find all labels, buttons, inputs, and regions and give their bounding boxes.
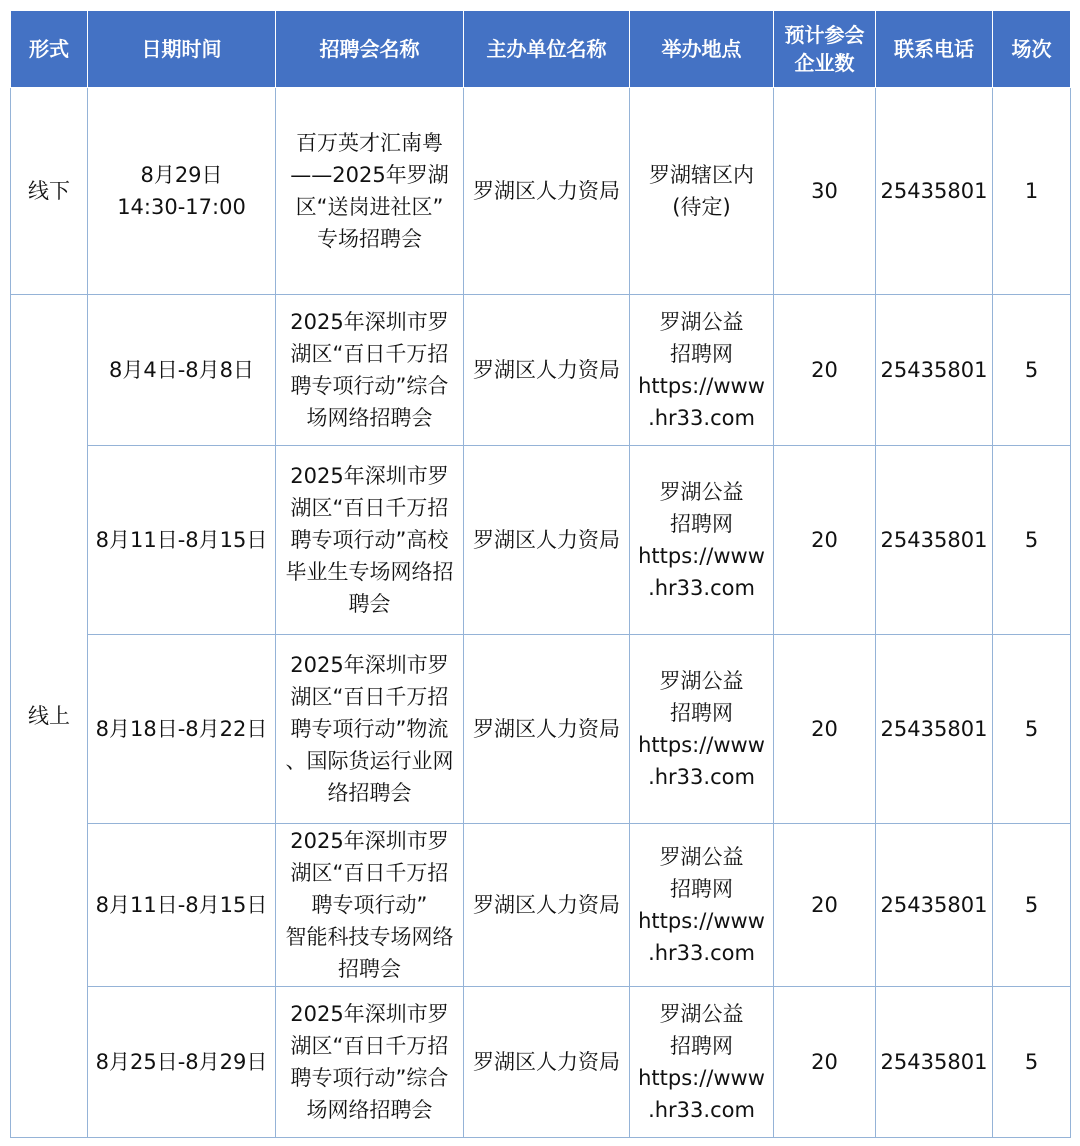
name-line: 智能科技专场网络 [285,925,454,949]
place-link-line[interactable]: .hr33.com [648,576,755,600]
place-link-line[interactable]: .hr33.com [648,765,755,789]
organizer-cell: 罗湖区人力资局 [464,88,630,295]
header-phone: 联系电话 [876,11,993,88]
header-organizer: 主办单位名称 [464,11,630,88]
organizer-cell: 罗湖区人力资局 [464,635,630,824]
sessions-cell: 5 [993,824,1071,987]
name-line: 聘专项行动”物流 [290,717,449,741]
date-line: 8月29日 [140,163,223,187]
place-line: 罗湖公益 [659,310,744,334]
name-line: ——2025年罗湖 [290,163,449,187]
name-line: 区“送岗进社区” [295,195,444,219]
place-line: 招聘网 [670,512,733,536]
date-cell: 8月11日-8月15日 [88,446,276,635]
sessions-cell: 5 [993,295,1071,446]
name-line: 2025年深圳市罗 [290,829,449,853]
count-cell: 20 [774,824,876,987]
place-link-line[interactable]: .hr33.com [648,406,755,430]
header-count-line: 预计参会 [784,23,865,47]
name-line: 湖区“百日千万招 [290,496,449,520]
place-link-line[interactable]: https://www [638,544,765,568]
count-cell: 20 [774,446,876,635]
place-line: (待定) [672,195,731,219]
name-line: 场网络招聘会 [306,1098,433,1122]
table-row-online [11,295,1071,446]
place-line: 罗湖公益 [659,480,744,504]
place-cell [630,824,774,987]
table-row-online [11,824,1071,987]
header-row [11,11,1071,88]
name-line: 2025年深圳市罗 [290,1002,449,1026]
organizer-cell: 罗湖区人力资局 [464,824,630,987]
phone-cell: 25435801 [876,295,993,446]
name-line: 2025年深圳市罗 [290,310,449,334]
place-cell [630,635,774,824]
place-line: 招聘网 [670,1034,733,1058]
job-fair-schedule [10,10,1070,1138]
name-line: 2025年深圳市罗 [290,464,449,488]
place-line: 罗湖公益 [659,669,744,693]
header-date: 日期时间 [88,11,276,88]
date-cell: 8月11日-8月15日 [88,824,276,987]
name-line: 湖区“百日千万招 [290,861,449,885]
name-line: 聘专项行动”高校 [290,528,449,552]
name-line: 聘会 [348,592,391,616]
date-cell [88,88,276,295]
name-line: 招聘会 [338,957,401,981]
sessions-cell: 1 [993,88,1071,295]
name-line: 络招聘会 [327,781,412,805]
organizer-cell: 罗湖区人力资局 [464,987,630,1138]
name-line: 湖区“百日千万招 [290,685,449,709]
name-line: 湖区“百日千万招 [290,1034,449,1058]
place-link-line[interactable]: https://www [638,374,765,398]
form-cell: 线下 [11,88,88,295]
place-line: 罗湖公益 [659,1002,744,1026]
name-cell [276,446,464,635]
phone-cell: 25435801 [876,88,993,295]
name-cell [276,987,464,1138]
phone-cell: 25435801 [876,824,993,987]
place-line: 罗湖辖区内 [649,163,754,187]
form-cell: 线上 [11,295,88,1138]
organizer-cell: 罗湖区人力资局 [464,295,630,446]
place-line: 招聘网 [670,342,733,366]
name-line: 聘专项行动” [311,893,428,917]
name-line: 百万英才汇南粤 [296,131,443,155]
name-line: 专场招聘会 [317,227,422,251]
sessions-cell: 5 [993,635,1071,824]
name-line: 场网络招聘会 [306,406,433,430]
phone-cell: 25435801 [876,446,993,635]
place-link-line[interactable]: https://www [638,909,765,933]
name-cell [276,635,464,824]
place-link-line[interactable]: .hr33.com [648,941,755,965]
time-line: 14:30-17:00 [117,195,246,219]
header-count [774,11,876,88]
table-row-offline [11,88,1071,295]
count-cell: 30 [774,88,876,295]
name-line: 湖区“百日千万招 [290,342,449,366]
place-link-line[interactable]: .hr33.com [648,1098,755,1122]
name-cell [276,824,464,987]
date-cell: 8月4日-8月8日 [88,295,276,446]
phone-cell: 25435801 [876,987,993,1138]
place-cell [630,446,774,635]
place-line: 招聘网 [670,701,733,725]
name-line: 聘专项行动”综合 [290,1066,449,1090]
count-cell: 20 [774,635,876,824]
header-count-line: 企业数 [794,51,855,75]
schedule-table [10,10,1071,1138]
count-cell: 20 [774,987,876,1138]
header-place: 举办地点 [630,11,774,88]
header-form: 形式 [11,11,88,88]
sessions-cell: 5 [993,987,1071,1138]
name-cell [276,88,464,295]
phone-cell: 25435801 [876,635,993,824]
name-cell [276,295,464,446]
sessions-cell: 5 [993,446,1071,635]
name-line: 、国际货运行业网 [285,749,454,773]
header-sessions: 场次 [993,11,1071,88]
date-cell: 8月18日-8月22日 [88,635,276,824]
place-link-line[interactable]: https://www [638,1066,765,1090]
place-cell [630,987,774,1138]
place-line: 招聘网 [670,877,733,901]
name-line: 2025年深圳市罗 [290,653,449,677]
count-cell: 20 [774,295,876,446]
table-row-online [11,446,1071,635]
table-row-online [11,987,1071,1138]
organizer-cell: 罗湖区人力资局 [464,446,630,635]
place-cell [630,295,774,446]
table-row-online [11,635,1071,824]
place-line: 罗湖公益 [659,845,744,869]
place-link-line[interactable]: https://www [638,733,765,757]
date-cell: 8月25日-8月29日 [88,987,276,1138]
header-name: 招聘会名称 [276,11,464,88]
place-cell [630,88,774,295]
name-line: 毕业生专场网络招 [285,560,454,584]
name-line: 聘专项行动”综合 [290,374,449,398]
